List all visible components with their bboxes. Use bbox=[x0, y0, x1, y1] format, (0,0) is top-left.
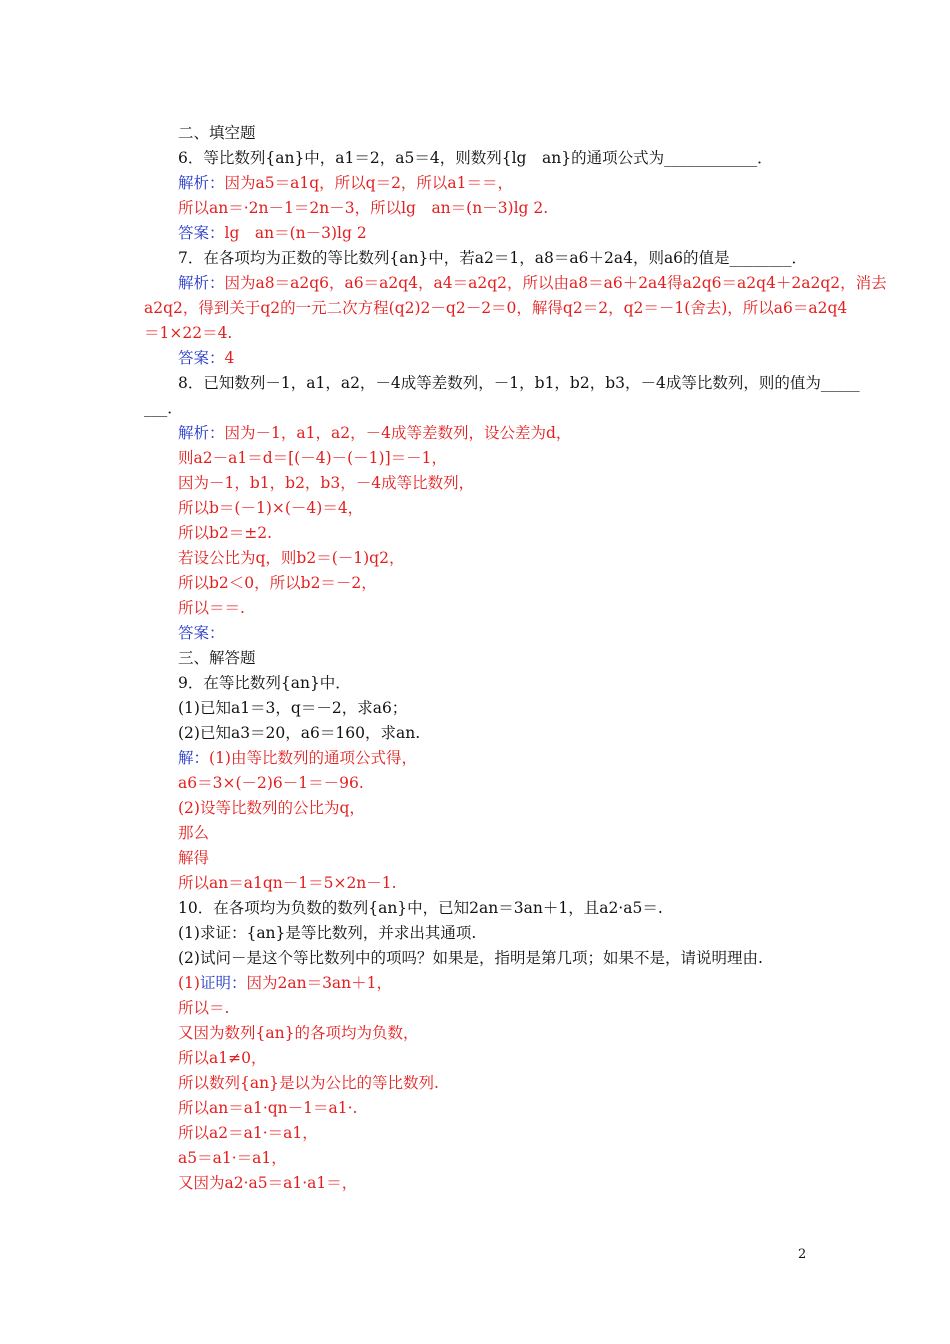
text-line bbox=[144, 397, 183, 419]
question-text: 三、解答题 bbox=[178, 649, 256, 667]
text-line bbox=[178, 1047, 266, 1069]
solution-text: a6＝3×(－2)6－1＝－96. bbox=[178, 774, 364, 792]
text-line bbox=[178, 772, 364, 794]
answer-label: 解析： bbox=[178, 174, 225, 192]
text-line bbox=[178, 947, 763, 969]
solution-text: 所以an＝a1qn－1＝5×2n－1. bbox=[178, 874, 397, 892]
text-line bbox=[178, 497, 363, 519]
text-line bbox=[178, 447, 447, 469]
text-line bbox=[178, 1022, 418, 1044]
text-line bbox=[178, 1097, 357, 1119]
question-text: 9．在等比数列{an}中． bbox=[178, 674, 351, 692]
solution-text: 所以a1≠0， bbox=[178, 1049, 267, 1067]
text-line bbox=[178, 172, 513, 194]
text-line bbox=[178, 272, 887, 294]
text-line bbox=[178, 347, 234, 369]
solution-text: 因为a8＝a2q6，a6＝a2q4，a4＝a2q2，所以由a8＝a6＋2a4得a2q6＝a2q4＋2a2q2，消去 bbox=[224, 274, 887, 292]
solution-text: 因为2an＝3an＋1， bbox=[246, 974, 393, 992]
answer-label: 解析： bbox=[178, 274, 225, 292]
text-line bbox=[178, 372, 860, 394]
solution-text: 又因为数列{an}的各项均为负数， bbox=[178, 1024, 419, 1042]
question-text: 7．在各项均为正数的等比数列{an}中，若a2＝1，a8＝a6＋2a4，则a6的值是________． bbox=[178, 249, 808, 267]
answer-label: 答案： bbox=[178, 624, 225, 642]
question-text: 10．在各项均为负数的数列{an}中，已知2an＝3an＋1，且a2·a5＝. bbox=[178, 899, 663, 917]
question-text: (1)已知a1＝3，q＝－2，求a6； bbox=[178, 699, 408, 717]
solution-text: ＝1×22＝4. bbox=[144, 324, 233, 342]
text-line bbox=[178, 797, 365, 819]
text-line bbox=[178, 522, 272, 544]
solution-text: lg an＝(n－3)lg 2 bbox=[224, 224, 367, 242]
text-line bbox=[178, 747, 417, 769]
text-line bbox=[178, 547, 404, 569]
text-line bbox=[178, 597, 245, 619]
answer-label: 解： bbox=[178, 749, 210, 767]
text-line bbox=[178, 697, 407, 719]
text-line bbox=[178, 897, 663, 919]
question-text: (1)求证：{an}是等比数列，并求出其通项. bbox=[178, 924, 477, 942]
solution-text: 所以b2＜0，所以b2＝－2， bbox=[178, 574, 377, 592]
solution-text: 所以an＝a1·qn－1＝a1·. bbox=[178, 1099, 358, 1117]
text-line bbox=[178, 972, 392, 994]
solution-text: 则a2－a1＝d＝[(－4)－(－1)]＝－1， bbox=[178, 449, 447, 467]
solution-text: 又因为a2·a5＝a1·a1＝， bbox=[178, 1174, 358, 1192]
text-line bbox=[178, 222, 367, 244]
text-line bbox=[178, 472, 474, 494]
text-line bbox=[178, 247, 807, 269]
question-text: ___． bbox=[144, 399, 183, 417]
text-line bbox=[178, 672, 351, 694]
solution-text: (1)由等比数列的通项公式得， bbox=[209, 749, 417, 767]
question-text: 8．已知数列－1，a1，a2，－4成等差数列，－1，b1，b2，b3，－4成等比数列，则的值为_____ bbox=[178, 374, 860, 392]
answer-label: 答案： bbox=[178, 224, 225, 242]
page-number: 2 bbox=[798, 1247, 807, 1262]
solution-text: 因为－1，b1，b2，b3，－4成等比数列， bbox=[178, 474, 475, 492]
question-text: (2)已知a3＝20，a6＝160，求an. bbox=[178, 724, 421, 742]
question-text: 二、填空题 bbox=[178, 124, 256, 142]
text-line bbox=[178, 997, 229, 1019]
text-line bbox=[144, 322, 232, 344]
text-line bbox=[178, 847, 209, 869]
answer-label: 解析： bbox=[178, 424, 225, 442]
text-line bbox=[178, 197, 548, 219]
text-line bbox=[178, 622, 225, 644]
question-text: (2)试问－是这个等比数列中的项吗？如果是，指明是第几项；如果不是，请说明理由. bbox=[178, 949, 763, 967]
solution-text: 那么 bbox=[178, 824, 210, 842]
text-line bbox=[144, 297, 847, 319]
solution-text: 所以＝. bbox=[178, 999, 230, 1017]
text-line bbox=[178, 822, 209, 844]
text-line bbox=[178, 922, 476, 944]
solution-text: 因为－1，a1，a2，－4成等差数列，设公差为d， bbox=[224, 424, 572, 442]
solution-text: 所以数列{an}是以为公比的等比数列. bbox=[178, 1074, 439, 1092]
text-line bbox=[178, 147, 773, 169]
solution-text: a5＝a1·＝a1， bbox=[178, 1149, 287, 1167]
solution-text: 解得 bbox=[178, 849, 210, 867]
solution-text: a2q2，得到关于q2的一元二次方程(q2)2－q2－2＝0，解得q2＝2，q2＝－1(舍去)，所以a6＝a2q4 bbox=[144, 299, 848, 317]
solution-text: 所以a2＝a1·＝a1， bbox=[178, 1124, 318, 1142]
answer-label: 证明： bbox=[199, 974, 247, 992]
text-line bbox=[178, 872, 397, 894]
text-line bbox=[178, 422, 571, 444]
answer-label: 答案： bbox=[178, 349, 225, 367]
question-text: 6．等比数列{an}中，a1＝2，a5＝4，则数列{lg an}的通项公式为____________． bbox=[178, 149, 773, 167]
solution-text: 所以an＝·2n－1＝2n－3，所以lg an＝(n－3)lg 2. bbox=[178, 199, 549, 217]
text-line bbox=[178, 722, 420, 744]
text-line bbox=[178, 1172, 357, 1194]
solution-text: 4 bbox=[224, 349, 235, 367]
solution-text: 所以＝＝. bbox=[178, 599, 245, 617]
text-line bbox=[178, 1122, 318, 1144]
solution-text: (1) bbox=[178, 974, 200, 992]
text-line bbox=[178, 1072, 439, 1094]
solution-text: 因为a5＝a1q，所以q＝2，所以a1＝＝， bbox=[224, 174, 514, 192]
solution-text: (2)设等比数列的公比为q， bbox=[178, 799, 365, 817]
text-line bbox=[178, 122, 256, 144]
solution-text: 所以b＝(－1)×(－4)＝4， bbox=[178, 499, 364, 517]
text-line bbox=[178, 572, 377, 594]
solution-text: 若设公比为q，则b2＝(－1)q2， bbox=[178, 549, 405, 567]
text-line bbox=[178, 647, 256, 669]
text-line bbox=[178, 1147, 287, 1169]
solution-text: 所以b2＝±2. bbox=[178, 524, 273, 542]
